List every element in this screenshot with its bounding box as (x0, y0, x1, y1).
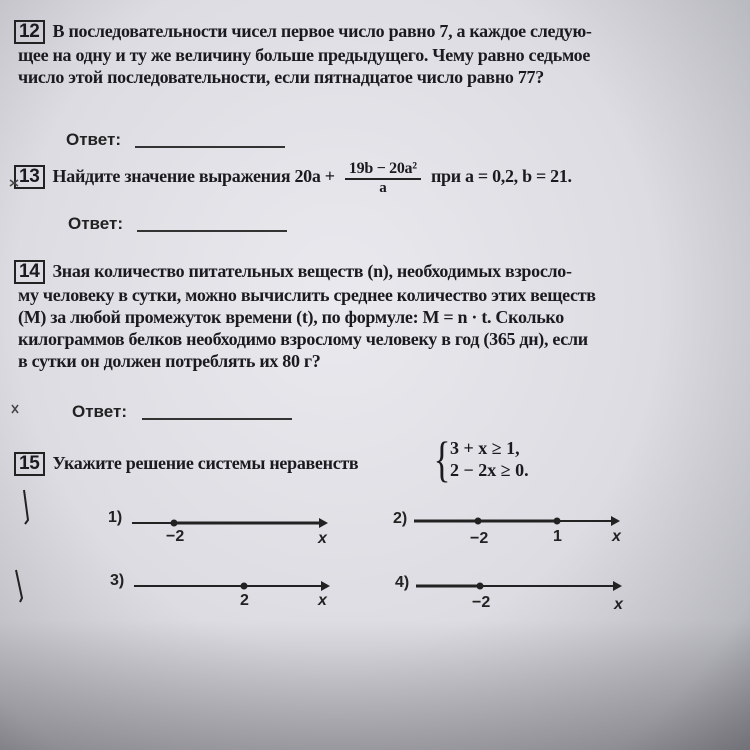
mark-14 (12, 405, 18, 413)
task-14-line-1: Зная количество питательных веществ (n), необходимых взросло- (52, 261, 572, 281)
arrow-head (321, 581, 330, 591)
fraction-numerator: 19b − 20a² (345, 160, 421, 180)
answer-field-12[interactable] (135, 146, 285, 148)
task-13 (14, 160, 722, 196)
answer-label-13: Ответ: (68, 214, 123, 233)
task-12-line-2: щее на одну и ту же величину больше предыдущего. Чему равно седьмое (18, 45, 591, 65)
option-1-number-line[interactable] (130, 505, 340, 550)
margin-pencil-marks (6, 170, 36, 690)
system-brace: { (433, 431, 451, 487)
task-14-line-3: (M) за любой промежуток времени (t), по формуле: M = n · t. Сколько (18, 307, 564, 327)
option-4-label[interactable]: 4) (395, 574, 410, 591)
answer-label-14: Ответ: (72, 402, 127, 421)
task-15 (14, 452, 722, 476)
option-3-axis-label: x (318, 592, 327, 609)
task-number-12: 12 (14, 20, 45, 44)
option-4-tick-label: −2 (472, 594, 491, 611)
option-1-tick-label: −2 (166, 528, 185, 545)
option-3-label[interactable]: 3) (110, 572, 125, 589)
option-3-number-line[interactable] (132, 570, 342, 615)
task-number-13: 13 (14, 165, 45, 189)
task-13-text-before: Найдите значение выражения 20a + (52, 166, 335, 187)
task-13-text-after: при a = 0,2, b = 21. (430, 166, 572, 187)
task-15-text: Укажите решение системы неравенств (52, 453, 359, 473)
answer-field-14[interactable] (142, 418, 292, 420)
point-1 (554, 518, 561, 525)
arrow-head (611, 516, 620, 526)
arrow-head (613, 581, 622, 591)
option-4-number-line[interactable] (414, 572, 629, 617)
option-4-axis-label: x (614, 596, 623, 613)
point-minus-2 (475, 518, 482, 525)
fraction-denominator: a (379, 180, 387, 196)
option-2-number-line[interactable] (412, 506, 627, 551)
expression-fraction (345, 160, 421, 196)
task-14-line-4: килограммов белков необходимо взрослому человеку в год (365 дн), если (18, 329, 588, 349)
point-minus-2 (477, 583, 484, 590)
task-14-line-5: в сутки он должен потреблять их 80 г? (18, 351, 321, 371)
answer-label-12: Ответ: (66, 130, 121, 149)
option-2-label[interactable]: 2) (393, 510, 408, 527)
mark-option-3 (16, 570, 22, 602)
option-1-axis-label: x (318, 530, 327, 547)
option-3-tick-label: 2 (240, 592, 249, 609)
answer-field-13[interactable] (137, 230, 287, 232)
inequality-1: 3 + x ≥ 1, (450, 438, 520, 458)
task-14-line-2: му человеку в сутки, можно вычислить среднее количество этих веществ (18, 285, 596, 305)
shadow-overlay (0, 620, 750, 750)
mark-13 (10, 180, 18, 186)
task-14 (14, 260, 722, 372)
task-12 (14, 20, 722, 88)
option-1-label[interactable]: 1) (108, 509, 123, 526)
task-12-line-1: В последовательности чисел первое число равно 7, а каждое следую- (52, 21, 592, 41)
point-2 (241, 583, 248, 590)
task-12-line-3: число этой последовательности, если пятнадцатое число равно 77? (18, 67, 544, 87)
task-number-14: 14 (14, 260, 45, 284)
option-2-tick-label-1: −2 (470, 530, 489, 547)
option-2-tick-label-2: 1 (553, 528, 562, 545)
mark-option-1 (24, 490, 28, 524)
inequality-2: 2 − 2x ≥ 0. (450, 460, 529, 480)
option-2-axis-label: x (612, 528, 621, 545)
task-number-15: 15 (14, 452, 45, 476)
